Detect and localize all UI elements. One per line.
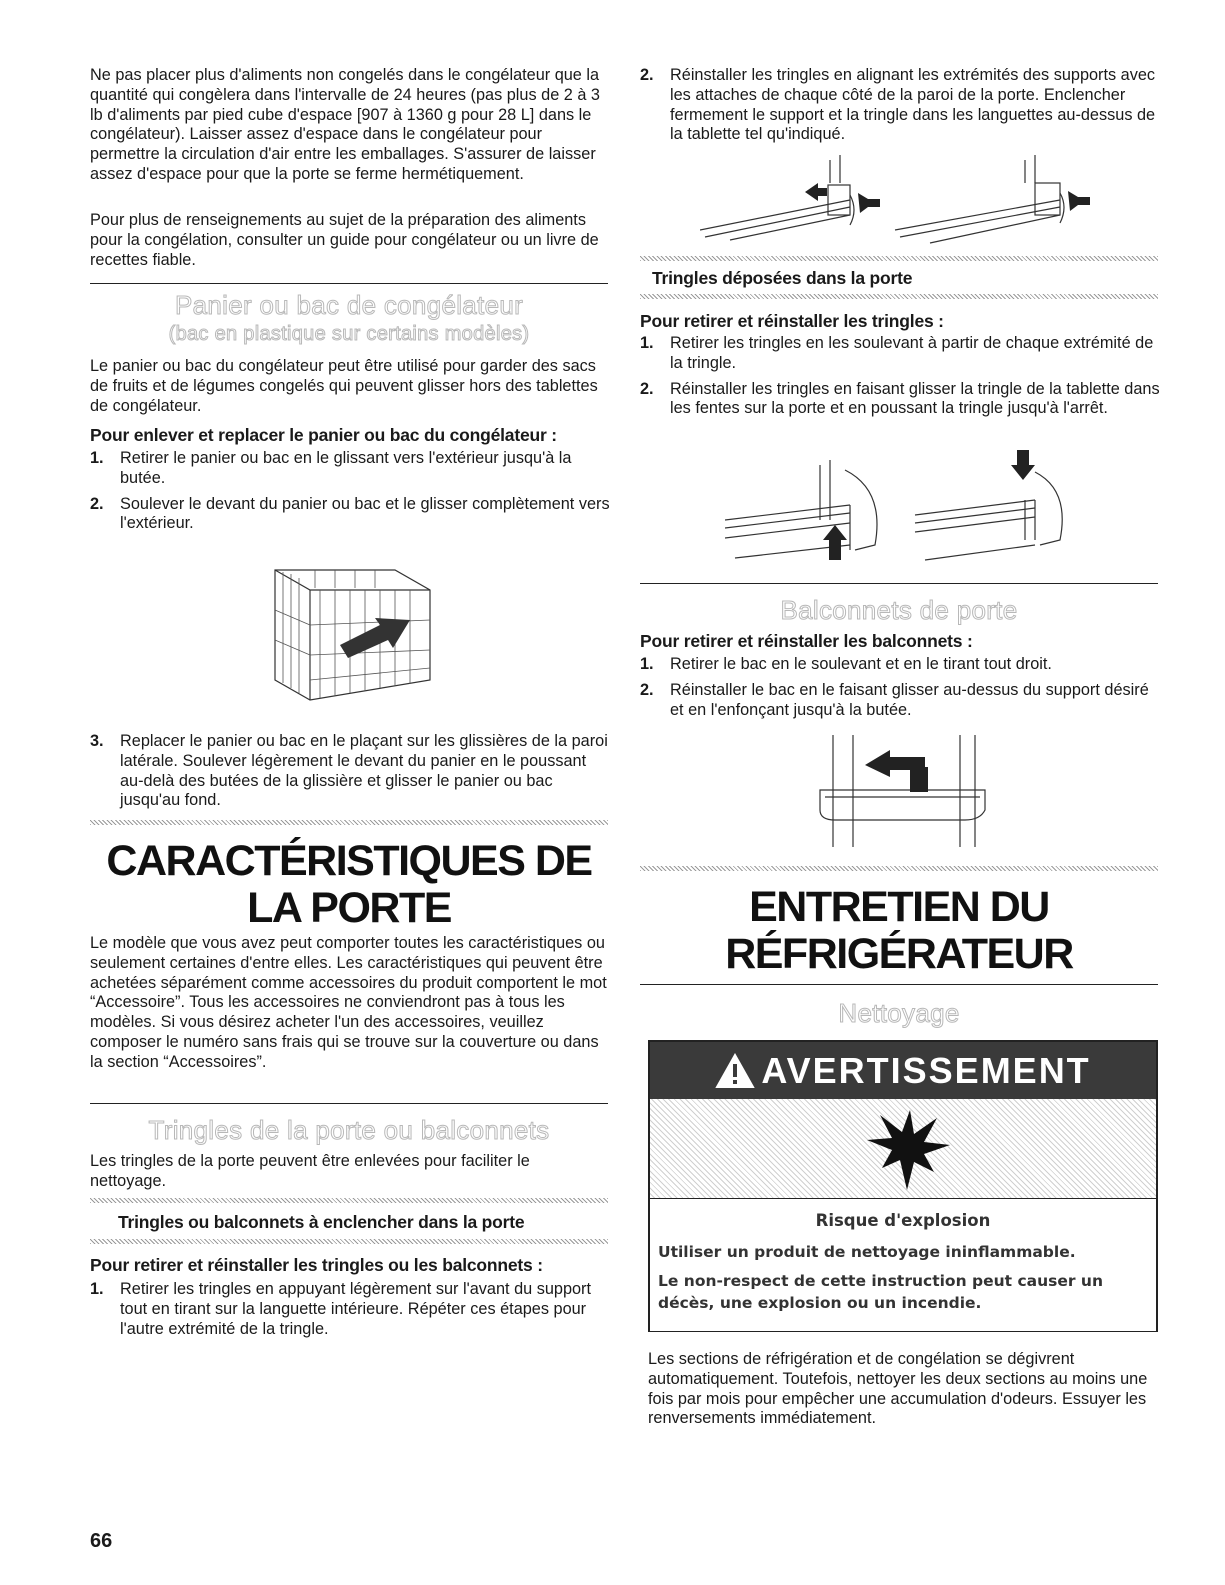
section-divider bbox=[90, 283, 608, 284]
intro-paragraph-2: Pour plus de renseignements au sujet de la préparation des aliments pour la congélation, consulter un guide pour congélateur ou un livre de recettes fiable. bbox=[90, 211, 599, 269]
list-item: 2. Soulever le devant du panier ou bac et le glisser complètement vers l'extérieur. bbox=[90, 494, 610, 533]
snap-rails-step-2 bbox=[640, 66, 1160, 145]
list-item: 2. Réinstaller les tringles en faisant glisser la tringle de la tablette dans les fentes sur la porte et en poussant la tringle jusqu'à l'arrêt. bbox=[640, 379, 1160, 418]
dropin-rails-steps bbox=[640, 334, 1160, 419]
list-item: 3. Replacer le panier ou bac en le plaçant sur les glissières de la paroi latérale. Soulever légèrement le devant du panier en le poussant au-delà des butées de la glissière et glisser le panier ou bac jusqu'au fond. bbox=[90, 732, 608, 810]
warning-risk: Risque d'explosion bbox=[815, 1211, 991, 1230]
list-item: 1. Retirer les tringles en appuyant légèrement sur l'avant du support tout en tirant sur la languette intérieure. Répéter ces étapes pour l'autre extrémité de la tringle. bbox=[90, 1280, 592, 1338]
basket-steps bbox=[90, 449, 610, 534]
freezer-basket-illustration bbox=[265, 550, 445, 710]
door-rails-paragraph: Les tringles de la porte peuvent être enlevées pour faciliter le nettoyage. bbox=[90, 1152, 530, 1190]
basket-heading: Panier ou bac de congélateur bbox=[174, 290, 524, 320]
basket-step-3 bbox=[90, 732, 610, 811]
door-rails-heading: Tringles de la porte ou balconnets bbox=[148, 1115, 550, 1145]
warning-header bbox=[650, 1042, 1156, 1099]
hatched-divider bbox=[90, 1239, 608, 1244]
intro-paragraph-1: Ne pas placer plus d'aliments non congelés dans le congélateur que la quantité qui congèlera dans l'intervalle de 24 heures (pas plus de 2 à 3 lb d'aliments par pied cube d'espace [907 à 1360 g pour 28 L] dans le congélateur). Laisser assez d'espace dans le congélateur pour permettre la circulation d'air entre les emballages. S'assurer de laisser assez d'espace pour que la porte se ferme hermétiquement. bbox=[90, 66, 600, 183]
door-features-paragraph: Le modèle que vous avez peut comporter toutes les caractéristiques ou seulement certaines d'entre elles. Les caractéristiques qui peuvent être achetées séparément comme accessoires du produit comportent le mot “Accessoire”. Tous les accessoires ne conviendront pas à tous les modèles. Si vous désirez acheter l'un des accessoires, veuillez composer le numéro sans frais qui se trouve sur la couverture ou dans la section “Accessoires”. bbox=[90, 934, 607, 1071]
list-item: 2. Réinstaller le bac en le faisant glisser au-dessus du support désiré et en l'enfonçant jusqu'à la butée. bbox=[640, 680, 1149, 719]
door-bins-howto: Pour retirer et réinstaller les balconnets : bbox=[640, 631, 973, 651]
hatched-divider bbox=[640, 294, 1158, 299]
hatched-divider bbox=[640, 256, 1158, 261]
hatched-divider bbox=[90, 1198, 608, 1203]
warning-triangle-icon bbox=[715, 1053, 755, 1089]
hatched-divider bbox=[90, 820, 608, 825]
section-divider bbox=[640, 984, 1158, 985]
cleaning-paragraph: Les sections de réfrigération et de congélation se dégivrent automatiquement. Toutefois, nettoyer les deux sections au moins une fois par mois pour empêcher une accumulation d'odeurs. Essuyer les renversements immédiatement. bbox=[648, 1350, 1148, 1428]
door-bins-heading: Balconnets de porte bbox=[780, 595, 1018, 625]
snap-rails-steps bbox=[90, 1280, 610, 1339]
section-divider bbox=[90, 1103, 608, 1104]
dropin-rails-heading: Tringles déposées dans la porte bbox=[652, 268, 913, 288]
warning-line-2: Le non-respect de cette instruction peut causer un décès, une explosion ou un incendie. bbox=[658, 1272, 1103, 1312]
snap-rails-heading: Tringles ou balconnets à enclencher dans la porte bbox=[118, 1212, 525, 1232]
dropin-rails-howto: Pour retirer et réinstaller les tringles : bbox=[640, 311, 944, 331]
basket-howto-heading: Pour enlever et replacer le panier ou bac du congélateur : bbox=[90, 425, 557, 445]
dropin-rail-illustration bbox=[725, 450, 1075, 575]
cleaning-heading: Nettoyage bbox=[838, 998, 960, 1028]
hatched-divider bbox=[640, 866, 1158, 871]
list-item: 2. Réinstaller les tringles en alignant les extrémités des supports avec les attaches de chaque côté de la paroi de la porte. Enclencher fermement le support et la tringle dans les languettes au-dessus de la tablette tel qu'indiqué. bbox=[640, 66, 1156, 144]
snap-rails-howto: Pour retirer et réinstaller les tringles ou les balconnets : bbox=[90, 1255, 543, 1275]
warning-label: AVERTISSEMENT bbox=[761, 1050, 1091, 1091]
care-title: ENTRETIEN DU RÉFRIGÉRATEUR bbox=[725, 883, 1073, 978]
door-features-title: CARACTÉRISTIQUES DE LA PORTE bbox=[106, 837, 592, 932]
door-bin-illustration bbox=[815, 735, 990, 850]
explosion-icon bbox=[862, 1110, 952, 1192]
snap-rail-illustration bbox=[700, 155, 1130, 250]
door-bins-steps bbox=[640, 655, 1160, 720]
section-divider bbox=[640, 583, 1158, 584]
warning-line-1: Utiliser un produit de nettoyage ininflammable. bbox=[658, 1243, 1076, 1261]
warning-box bbox=[648, 1040, 1158, 1332]
warning-text-panel bbox=[650, 1198, 1156, 1331]
list-item: 1. Retirer le panier ou bac en le glissant vers l'extérieur jusqu'à la butée. bbox=[90, 449, 572, 487]
basket-subheading: (bac en plastique sur certains modèles) bbox=[168, 323, 530, 345]
list-item: 1. Retirer le bac en le soulevant et en le tirant tout droit. bbox=[640, 655, 1052, 673]
page-number: 66 bbox=[90, 1530, 113, 1552]
list-item: 1. Retirer les tringles en les soulevant à partir de chaque extrémité de la tringle. bbox=[640, 334, 1154, 372]
basket-paragraph: Le panier ou bac du congélateur peut être utilisé pour garder des sacs de fruits et de légumes congelés qui peuvent glisser hors des tablettes de congélateur. bbox=[90, 357, 598, 415]
